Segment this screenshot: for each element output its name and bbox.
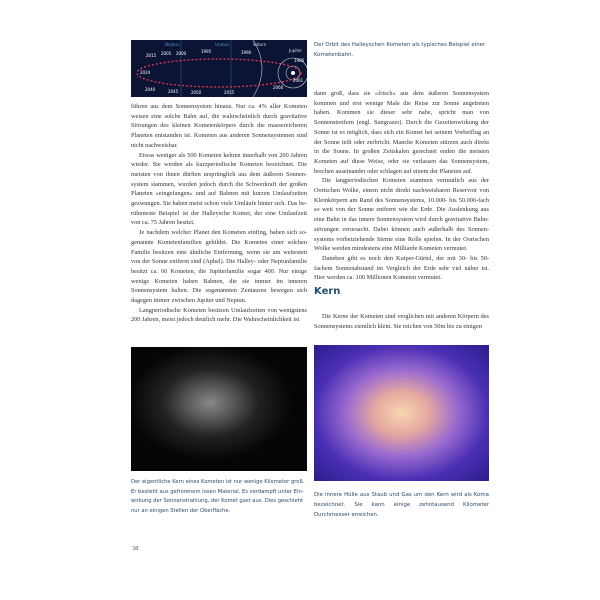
planet-label: Uranus: [215, 42, 230, 47]
year-label: 2050: [191, 90, 202, 95]
right-text-column: [314, 89, 489, 283]
year-label: 2061: [293, 78, 304, 83]
paragraph: Langperiodische Kometen besitzen Umlaufzeiten von wenigstens 200 Jahren, meist jedoch deutlich mehr. Die Wahrscheinlichkeit ist: [131, 306, 307, 324]
coma-photo-caption: Die innere Hülle aus Staub und Gas um den Kern wird als Koma bezeichnet. Sie kann einige zehntausend Kilometer Durchmesser erreichen.: [314, 492, 489, 518]
left-text-column: [131, 102, 307, 325]
paragraph: Daneben gibt es noch den Kuiper-Gürtel, der mit 30- bis 50-fachem Sonnenabstand im Vergleich der Erde sehr viel näher ist. Hier werden ca. 100 Millionen Kometen vermutet.: [314, 254, 489, 282]
year-label: 1990: [241, 50, 252, 55]
planet-label: Neptun: [165, 42, 180, 47]
nucleus-photo-caption: Der eigentliche Kern eines Kometen ist nur wenige Kilometer groß. Er besteht aus gefrorenem losen Material. Es verdampft unter Einwirkung der Sonnenstrahlung, der Komet gast aus. Dies geschieht nur an einigen Stellen der Oberfläche.: [131, 479, 305, 514]
page-number: 38: [132, 545, 139, 552]
paragraph: führen aus dem Sonnensystem hinaus. Nur ca. 4% aller Kometen weisen eine solche Bahn auf, die wahrscheinlich durch gravitative Störungen des kleinen Kometenkörpers durch die massereicheren Planeten entstanden ist. Kometen aus anderen Sonnensystemen sind nicht nachweisbar.: [131, 103, 307, 149]
comet-nucleus-photo: [131, 347, 307, 471]
paragraph: Etwas weniger als 500 Kometen kehren innerhalb von 200 Jahren wieder. Sie werden als kurzperiodische Kometen bezeichnet. Die meisten von ihnen dürften ursprünglich aus dem äußeren Sonnensystem stammen, wurden jedoch durch die Schwerkraft der großen Planeten »eingefangen« und auf Bahnen mit kurzen Umlaufzeiten gezwungen. Sie haben meist schon viele Umläufe hinter sich. Das berühmteste Beispiel ist der Halleysche Komet, der eine Umlaufzeit von ca. 75 Jahren besitzt.: [131, 151, 307, 227]
planet-label: Saturn: [253, 42, 267, 47]
paragraph: dann groß, dass sie »frisch« aus dem äußeren Sonnensystem kommen und erst wenige Male die Reise zur Sonne angetreten haben. Kommen sie dieser sehr nahe, spricht man von Sonnenstreifern (engl. Sungrazer). Durch die Gezeitenwirkung der Sonne ist es möglich, dass sich ein Komet bei seinem Vorbeiflug an der Sonne teilt oder zerbricht. Manche Kometen stürzen auch direkt in die Sonne. In großen Zeitskalen gerechnet enden die meisten Kometen auf diese Weise, oder sie verlassen das Sonnensystem, brechen auseinander oder schlagen auf einem der Planeten auf.: [314, 90, 489, 175]
comet-coma-photo: [314, 345, 489, 481]
year-label: 2024: [140, 70, 151, 75]
kern-text: [314, 312, 489, 331]
halley-orbit-diagram: [131, 40, 307, 97]
year-label: 2015: [146, 53, 157, 58]
paragraph: Die Kerne der Kometen sind verglichen mit anderen Körpern des Sonnensystems ziemlich klein. Sie reichen von 50m bis zu einigen: [314, 313, 489, 330]
year-label: 2040: [145, 87, 156, 92]
year-label: 1986: [294, 58, 305, 63]
paragraph: Die langperiodischen Kometen stammen vermutlich aus der Oortschen Wolke, einem nicht direkt nachweisbaren Reservoir von Kleinkörpern am Rand des Sonnensystems, 10.000- bis 50.000-fach so weit von der Sonne entfernt wie die Erde. Die Auslenkung aus eine Bahn in das innere Sonnensystem wird durch gravitative Bahnstörungen verursacht. Dabei können auch außerhalb des Sonnensystems vorbeiziehende Sterne eine Rolle spielen. In der Oortschen Wolke werden mindestens eine Milliarde Kometen vermutet.: [314, 177, 489, 253]
year-label: 2045: [168, 89, 179, 94]
planet-label: Jupiter: [289, 48, 303, 53]
section-heading-kern: Kern: [314, 286, 341, 297]
year-label: 2000: [176, 51, 187, 56]
paragraph: Je nachdem welcher Planet den Kometen einfing, haben sich sogenannte Kometenfamilien gebildet. Die Kometen einer solchen Familie besitzen eine ähnliche Entfernung, wenn sie am weitesten von der Sonne entfernt sind (Aphel). Die Halley- oder Neptunfamilie besitzt ca. 60 Kometen, die Jupiterfamilie sogar 400. Nur einige wenige Kometen haben Bahnen, die sie immer im inneren Sonnensystem halten. Die sogenannten Zentauren bewegen sich dagegen immer zwischen Jupiter und Neptun.: [131, 229, 307, 305]
orbit-caption: Der Orbit des Halleyschen Kometen als typisches Beispiel einer Kometenbahn.: [314, 42, 486, 58]
year-label: 2005: [161, 51, 172, 56]
year-label: 2055: [224, 90, 235, 95]
year-label: 1995: [201, 49, 212, 54]
year-label: 2060: [273, 85, 284, 90]
